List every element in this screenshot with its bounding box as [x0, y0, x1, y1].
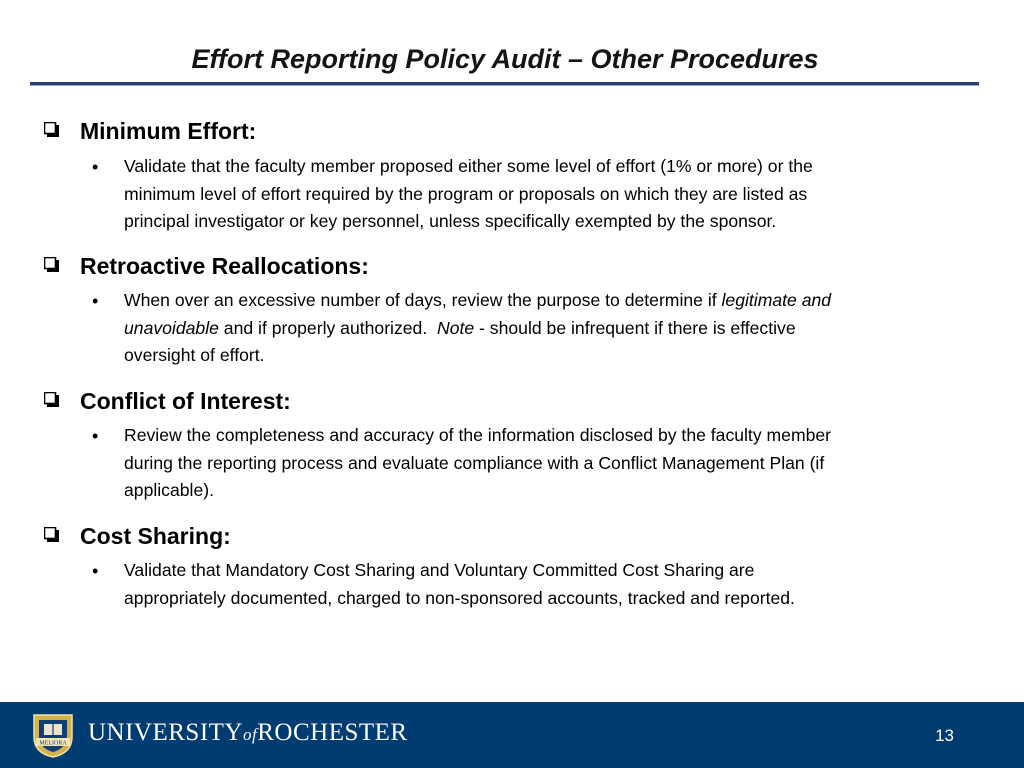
slide-title: Effort Reporting Policy Audit – Other Procedures: [191, 44, 819, 74]
bullet-text: [124, 287, 974, 370]
bullet-icon: •: [92, 561, 99, 581]
logo-text-part: UNIVERSITY: [88, 719, 243, 746]
svg-text:MELIORA: MELIORA: [39, 740, 67, 747]
text-line: [124, 315, 974, 343]
bullet-text: [124, 153, 974, 236]
text-line: Validate that the faculty member proposed either some level of effort (1% or more) or the: [124, 156, 813, 176]
university-seal-icon: [30, 711, 76, 759]
text-line: during the reporting process and evaluate compliance with a Conflict Management Plan (if: [124, 452, 825, 473]
text-line: [124, 287, 974, 315]
text-line: Review the completeness and accuracy of the information disclosed by the faculty member: [124, 425, 832, 445]
section-heading: Minimum Effort:: [80, 118, 257, 144]
text-run: - should be infrequent if there is effective: [474, 317, 796, 338]
text-line: principal investigator or key personnel, unless specifically exempted by the sponsor.: [124, 211, 777, 231]
text-run: When over an excessive number of days, review the purpose to determine if: [124, 290, 722, 310]
page-number: 13: [935, 726, 954, 745]
section-heading: Cost Sharing:: [80, 523, 231, 549]
checkbox-bullet-icon: [44, 527, 59, 542]
text-line: appropriately documented, charged to non-sponsored accounts, tracked and reported.: [124, 587, 795, 608]
bullet-icon: •: [92, 157, 99, 177]
title-divider: [30, 82, 979, 86]
text-line: Validate that Mandatory Cost Sharing and Voluntary Committed Cost Sharing are: [124, 560, 755, 580]
logo-text-part: ROCHESTER: [257, 719, 408, 746]
section-cost-sharing: [0, 523, 1024, 608]
bullet-icon: •: [92, 291, 99, 311]
text-run: and if properly authorized.: [218, 317, 437, 338]
text-line: minimum level of effort required by the program or proposals on which they are listed as: [124, 183, 808, 204]
section-retroactive-reallocations: [0, 253, 1024, 365]
checkbox-bullet-icon: [44, 257, 59, 272]
section-minimum-effort: [0, 118, 1024, 231]
emphasis-text: legitimate and: [721, 290, 832, 310]
checkbox-bullet-icon: [44, 392, 59, 407]
text-line: oversight of effort.: [124, 345, 265, 365]
logo-text-of: of: [243, 725, 258, 744]
checkbox-bullet-icon: [44, 122, 59, 137]
text-line: applicable).: [124, 480, 214, 500]
bullet-text: [124, 422, 974, 505]
emphasis-text: unavoidable: [124, 317, 219, 338]
footer-bar: [0, 702, 1024, 768]
section-heading: Conflict of Interest:: [80, 388, 291, 414]
bullet-icon: •: [92, 426, 99, 446]
bullet-text: [124, 557, 974, 612]
note-label: Note: [437, 317, 475, 338]
section-conflict-of-interest: [0, 388, 1024, 500]
university-logo-text: [88, 719, 408, 747]
section-heading: Retroactive Reallocations:: [80, 253, 369, 279]
